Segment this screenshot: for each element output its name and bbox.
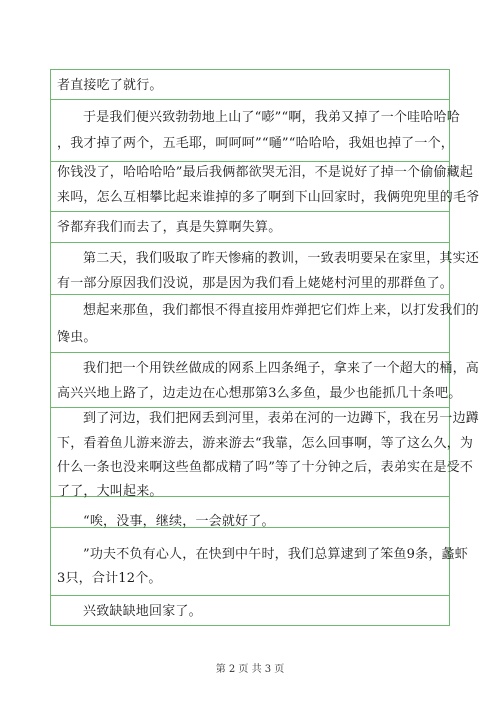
- text-line: 下，看着鱼儿游来游去，游来游去“我靠，怎么回事啊，等了这么久，为: [57, 436, 474, 451]
- text-line: 什么一条也没来啊这些鱼都成精了吗”等了十分钟之后，表弟实在是受不: [57, 460, 474, 475]
- text-line: 有一部分原因我们没说，那是因为我们看上姥姥村河里的那群鱼了。: [57, 276, 454, 291]
- text-line: 了了，大叫起来。: [57, 484, 163, 499]
- text-line: 你钱没了，哈哈哈哈”最后我俩都欲哭无泪，不是说好了掉一个偷偷藏起: [57, 165, 474, 180]
- page-footer: 第 2 页 共 3 页: [215, 664, 285, 675]
- text-line: ”功夫不负有心人，在快到中午时，我们总算逮到了笨鱼9条，蠡虾: [83, 547, 468, 562]
- text-line: 第二天，我们吸取了昨天惨痛的教训，一致表明要呆在家里，其实还: [83, 251, 480, 266]
- text-line: 于是我们便兴致勃勃地上山了“嘭”“啊，我弟又掉了一个哇哈哈哈: [83, 110, 460, 125]
- text-line: 者直接吃了就行。: [57, 78, 163, 93]
- text-line: 兴致缺缺地回家了。: [83, 604, 202, 619]
- text-line: 馋虫。: [57, 330, 97, 345]
- text-line: 3只，合计12个。: [57, 571, 162, 586]
- text-line: 到了河边，我们把网丢到河里，表弟在河的一边蹲下，我在另一边蹲: [83, 411, 480, 426]
- text-line: 爷都弃我们而去了，真是失算啊失算。: [57, 220, 282, 235]
- text-line: 我们把一个用铁丝做成的网系上四条绳子，拿来了一个超大的桶，高: [83, 361, 480, 376]
- text-line: ，我才掉了两个，五毛耶，呵呵呵”“嗵”“哈哈哈，我姐也掉了一个，: [57, 136, 454, 151]
- text-line: 高兴兴地上路了，边走边在心想那第3么多鱼，最少也能抓几十条吧。: [57, 386, 462, 401]
- text-line: 想起来那鱼，我们都恨不得直接用炸弹把它们炸上来，以打发我们的: [83, 303, 480, 318]
- page-frame: [50, 69, 480, 626]
- text-line: “唉，没事，继续，一会就好了。: [83, 514, 275, 529]
- text-line: 来吗，怎么互相攀比起来谁掉的多了啊到下山回家时，我俩兜兜里的毛爷: [57, 190, 480, 205]
